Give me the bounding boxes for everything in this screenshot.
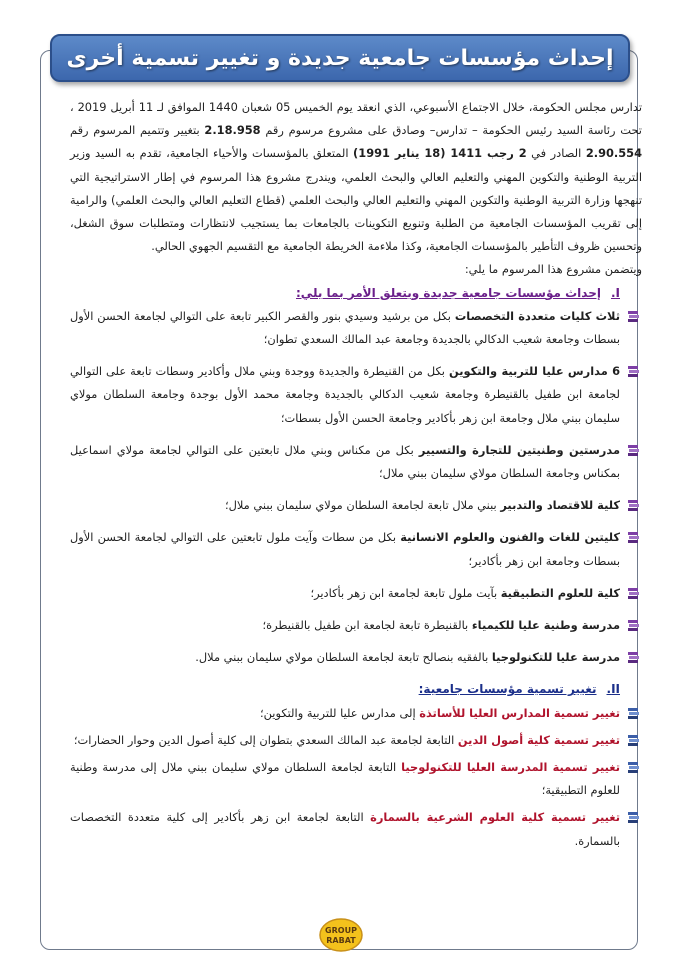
item-text: بالقنيطرة تابعة لجامعة ابن طفيل بالقنيطرة؛ <box>262 618 472 633</box>
book-stack-icon <box>627 707 640 719</box>
item-highlight: مدرستين وطنيتين للتجارة والتسيير <box>418 442 620 457</box>
decree-number-1: 2.18.958 <box>204 123 261 138</box>
item-text: بكل من سطات وآيت ملول تابعتين على التوالي لجامعة الحسن الأول بسطات وجامعة ابن زهر بأكادير؛ <box>70 530 620 568</box>
intro-paragraph <box>70 96 642 258</box>
book-stack-icon <box>627 761 640 773</box>
list-item <box>70 756 642 802</box>
logo-text-top: GROUP <box>325 926 357 935</box>
book-stack-icon <box>627 619 640 631</box>
book-stack-icon <box>627 811 640 823</box>
book-stack-icon <box>627 444 640 456</box>
section-1-heading <box>70 282 642 305</box>
item-text: التابعة لجامعة السلطان مولاي سليمان ببني ملال إلى مدرسة وطنية للعلوم التطبيقية؛ <box>70 760 620 798</box>
item-text: بكل من برشيد وسيدي بنور والقصر الكبير تابعة على التوالي لجامعة الحسن الأول بسطات وجامعة شعيب الدكالي بالجديدة وجامعة عبد المالك السعدي تطوان؛ <box>70 308 620 347</box>
item-highlight: كليتين للغات والفنون والعلوم الانسانية <box>400 530 620 545</box>
list-item <box>70 582 642 605</box>
decree-number-2: 2.90.554 <box>585 146 643 161</box>
list-item <box>70 806 642 852</box>
book-stack-icon <box>627 310 640 322</box>
book-stack-icon <box>627 651 640 663</box>
item-highlight: تغيير تسمية المدرسة العليا للتكنولوجيا <box>401 760 620 775</box>
item-highlight: تغيير تسمية كلية أصول الدين <box>457 732 620 747</box>
book-stack-icon <box>627 365 640 377</box>
list-item <box>70 702 642 725</box>
section-2-list <box>70 702 642 853</box>
book-stack-icon <box>627 499 640 511</box>
item-text: بكل من مكناس وبني ملال تابعتين على التوالي لجامعة مولاي اسماعيل بمكناس وجامعة السلطان مولاي سليمان ببني ملال؛ <box>70 442 620 481</box>
section-2-title: تغيير تسمية مؤسسات جامعية: <box>418 682 597 697</box>
list-item <box>70 439 642 485</box>
item-text: التابعة لجامعة عبد المالك السعدي بتطوان إلى كلية أصول الدين وحوار الحضارات؛ <box>73 732 458 747</box>
list-item <box>70 646 642 669</box>
intro-text-1: تدارس مجلس الحكومة، خلال الاجتماع الأسبوعي، الذي انعقد يوم الخميس 05 شعبان 1440 الموافق لـ 11 أبريل 2019 ، تحت رئاسة السيد رئيس الحكومة – تدارس– وصادق على مشروع مرسوم رقم <box>70 100 642 138</box>
item-text: ببني ملال تابعة لجامعة السلطان مولاي سليمان ببني ملال؛ <box>224 498 501 513</box>
section-1-list <box>70 305 642 670</box>
intro-text-4: المتعلق بالمؤسسات والأحياء الجامعية، تقدم به السيد وزير التربية الوطنية والتكوين المهني والتعليم العالي والبحث العلمي، ويندرج مشروع هذا المرسوم في إطار الاستراتيجية التي تنهجها وزارة التربية الوطنية والتكوين المهني والتعليم العالي والبحث العلمي (قطاع التعليم العالي والبحث العلمي) والرامية إلى تقريب المؤسسات الجامعية من الطلبة وتنويع التكوينات بالجامعات بما يستجيب لانتظارات ومتطلبات سوق الشغل، وتحسين ظروف التأطير بالمؤسسات الجامعية، وكذا ملاءمة الخريطة الجامعية مع التقسيم الجهوي الحالي. <box>70 146 642 254</box>
list-item <box>70 614 642 637</box>
page-title: إحداث مؤسسات جامعية جديدة و تغيير تسمية أخرى <box>66 45 614 71</box>
title-banner <box>50 34 630 82</box>
item-highlight: مدرسة وطنية عليا للكيمياء <box>471 618 620 633</box>
intro-text-3: الصادر في <box>526 146 586 161</box>
item-highlight: مدرسة عليا للتكنولوجيا <box>491 650 620 665</box>
decree-date: 2 رجب 1411 (18 يناير 1991) <box>353 146 527 161</box>
item-highlight: 6 مدارس عليا للتربية والتكوين <box>448 364 620 379</box>
intro-lead: ويتضمن مشروع هذا المرسوم ما يلي: <box>464 262 642 277</box>
list-item <box>70 305 642 351</box>
book-stack-icon <box>627 734 640 746</box>
item-highlight: ثلاث كليات متعددة التخصصات <box>454 308 620 323</box>
item-highlight: كلية للعلوم التطبيقية <box>500 585 620 600</box>
item-text: بالفقيه بنصالح تابعة لجامعة السلطان مولاي سليمان ببني ملال. <box>195 650 492 665</box>
book-stack-icon <box>627 587 640 599</box>
item-text: التابعة لجامعة ابن زهر بأكادير إلى كلية متعددة التخصصات بالسمارة. <box>70 810 620 848</box>
list-item <box>70 360 642 430</box>
intro-text-2: بتغيير وتتميم المرسوم رقم <box>70 123 205 138</box>
item-highlight: كلية للاقتصاد والتدبير <box>500 498 620 513</box>
book-stack-icon <box>627 531 640 543</box>
section-2-number: II. <box>606 682 620 697</box>
group-rabat-logo <box>318 916 364 954</box>
section-2-heading <box>70 678 642 701</box>
section-1-title: إحداث مؤسسات جامعية جديدة ويتعلق الأمر بما يلي: <box>296 285 601 300</box>
list-item <box>70 526 642 572</box>
item-highlight: تغيير تسمية كلية العلوم الشرعية بالسمارة <box>370 810 620 825</box>
section-1-number: I. <box>610 285 620 300</box>
item-text: بكل من القنيطرة والجديدة ووجدة وبني ملال وأكادير وسطات تابعة على التوالي لجامعة ابن طفيل بالقنيطرة وجامعة شعيب الدكالي بالجديدة وجامعة محمد الأول بوجدة وجامعة السلطان مولاي سليمان ببني ملال وجامعة ابن زهر بأكادير وجامعة الحسن الأول بسطات؛ <box>70 364 620 425</box>
article-body <box>70 96 642 857</box>
list-item <box>70 729 642 752</box>
item-text: إلى مدارس عليا للتربية والتكوين؛ <box>259 705 420 720</box>
item-text: بآيت ملول تابعة لجامعة ابن زهر بأكادير؛ <box>310 585 501 600</box>
item-highlight: تغيير تسمية المدارس العليا للأساتذة <box>419 705 620 720</box>
list-item <box>70 494 642 517</box>
logo-text-bottom: RABAT <box>326 936 356 945</box>
